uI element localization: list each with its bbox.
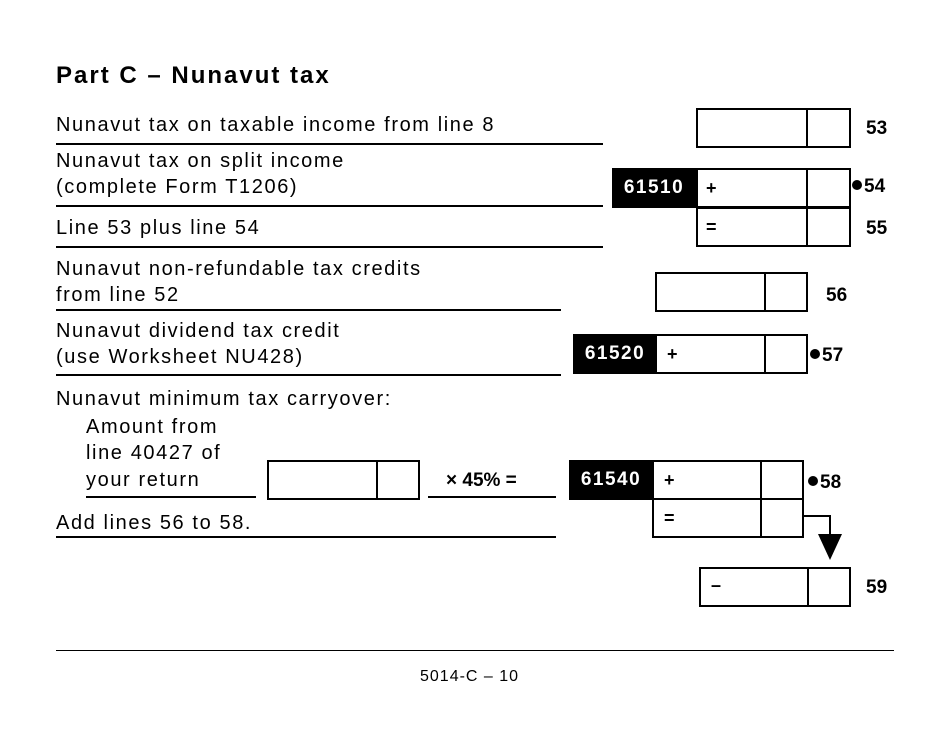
- line-57-code: 61520: [573, 334, 657, 374]
- equals-sign: =: [706, 217, 717, 237]
- line-58-carryover-field[interactable]: [267, 460, 420, 500]
- equals-sign: =: [664, 508, 675, 528]
- plus-sign: +: [667, 344, 678, 364]
- line-53-number: 53: [866, 118, 888, 139]
- line-54-label-2: (complete Form T1206): [56, 176, 299, 198]
- line-58-rate: × 45% =: [446, 470, 517, 491]
- cents-separator: [764, 336, 766, 372]
- line-53-amount-field[interactable]: [696, 108, 851, 148]
- plus-sign: +: [664, 470, 675, 490]
- cents-separator: [764, 274, 766, 310]
- cents-separator: [760, 500, 762, 536]
- line-58-amount-field[interactable]: [652, 460, 804, 500]
- required-bullet-icon: [808, 476, 818, 486]
- part-title: Part C – Nunavut tax: [56, 62, 331, 89]
- line-54-rule: [56, 205, 603, 207]
- cents-separator: [806, 209, 808, 245]
- line-53-rule: [56, 143, 603, 145]
- cents-separator: [806, 110, 808, 146]
- line-56-number: 56: [826, 285, 848, 306]
- add-lines-label: Add lines 56 to 58.: [56, 512, 253, 534]
- line-58-label-1: Amount from: [86, 416, 219, 438]
- line-57-number: 57: [810, 345, 843, 367]
- line-59-number: 59: [866, 577, 888, 598]
- line-57-rule: [56, 374, 561, 376]
- line-54-number: 54: [852, 176, 885, 198]
- line-56-label-1: Nunavut non-refundable tax credits: [56, 258, 422, 280]
- add-lines-amount-field[interactable]: [652, 498, 804, 538]
- page-number: 5014-C – 10: [420, 668, 520, 685]
- add-lines-rule: [56, 536, 556, 538]
- cents-separator: [376, 462, 378, 498]
- line-59-amount-field[interactable]: [699, 567, 851, 607]
- line-58-number: 58: [808, 472, 841, 494]
- line-58-code: 61540: [569, 460, 653, 500]
- line-56-label-2: from line 52: [56, 284, 180, 306]
- line-55-amount-field[interactable]: [696, 207, 851, 247]
- line-58-label-3: your return: [86, 469, 201, 491]
- line-54-amount-field[interactable]: [696, 168, 851, 208]
- line-58-label-rule: [86, 496, 256, 498]
- line-53-label: Nunavut tax on taxable income from line 8: [56, 114, 496, 136]
- cents-separator: [760, 462, 762, 498]
- line-55-number: 55: [866, 218, 888, 239]
- line-58-label-2: line 40427 of: [86, 442, 222, 464]
- minus-sign: –: [711, 575, 722, 595]
- line-54-code: 61510: [612, 168, 696, 208]
- cents-separator: [806, 170, 808, 206]
- line-57-amount-field[interactable]: [655, 334, 808, 374]
- line-56-rule: [56, 309, 561, 311]
- line-58-rate-rule: [428, 496, 556, 498]
- required-bullet-icon: [852, 180, 862, 190]
- line-55-label: Line 53 plus line 54: [56, 217, 261, 239]
- down-arrow-icon: [800, 510, 860, 562]
- plus-sign: +: [706, 178, 717, 198]
- line-54-label-1: Nunavut tax on split income: [56, 150, 345, 172]
- line-57-label-2: (use Worksheet NU428): [56, 346, 304, 368]
- cents-separator: [807, 569, 809, 605]
- line-55-rule: [56, 246, 603, 248]
- footer-divider: [56, 650, 894, 651]
- line-57-label-1: Nunavut dividend tax credit: [56, 320, 341, 342]
- line-58-heading: Nunavut minimum tax carryover:: [56, 388, 392, 410]
- line-56-amount-field[interactable]: [655, 272, 808, 312]
- required-bullet-icon: [810, 349, 820, 359]
